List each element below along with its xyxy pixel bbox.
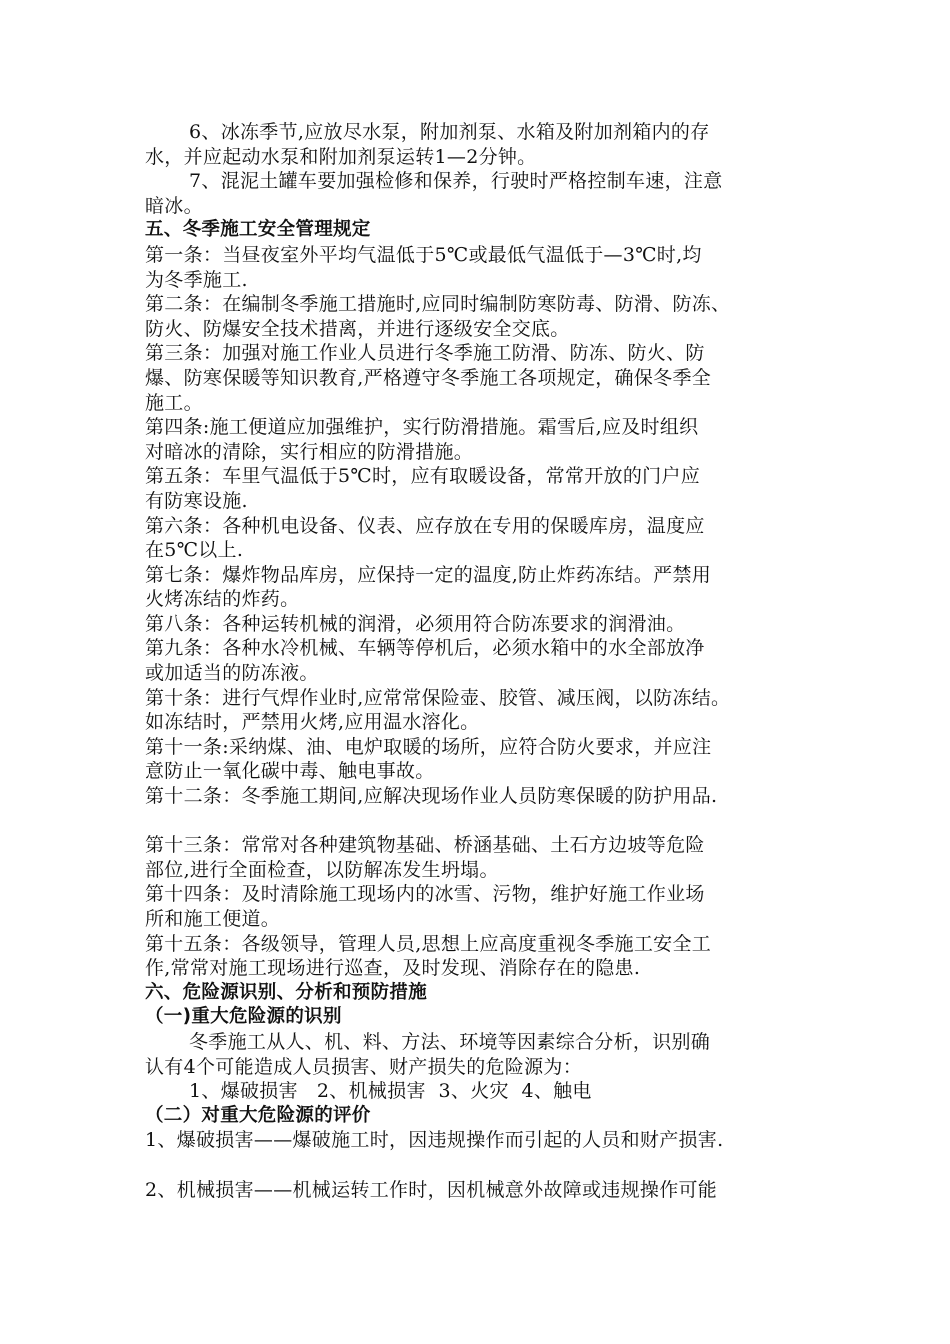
section-heading: 五、冬季施工安全管理规定 <box>145 219 371 241</box>
text-line: 如冻结时，严禁用火烤,应用温水溶化。 <box>145 711 480 734</box>
text-line: 为冬季施工. <box>145 268 248 291</box>
blank-line <box>145 1153 817 1178</box>
text-line: 对暗冰的清除，实行相应的防滑措施。 <box>145 440 474 463</box>
text-line: 第九条：各种水冷机械、车辆等停机后，必须水箱中的水全部放净 <box>145 637 705 660</box>
text-line: 暗冰。 <box>145 194 203 217</box>
text-line: 第七条：爆炸物品库房，应保持一定的温度,防止炸药冻结。严禁用 <box>145 563 712 586</box>
text-line: 第十一条:采纳煤、油、电炉取暖的场所，应符合防火要求，并应注 <box>145 735 712 758</box>
text-line: 第八条：各种运转机械的润滑，必须用符合防冻要求的润滑油。 <box>145 612 686 635</box>
text-line: 冬季施工从人、机、料、方法、环境等因素综合分析，识别确 <box>189 1030 711 1053</box>
text-line: 部位,进行全面检查，以防解冻发生坍塌。 <box>145 858 499 881</box>
text-line: 防火、防爆安全技术措离，并进行逐级安全交底。 <box>145 317 570 340</box>
subsection-heading: （二）对重大危险源的评价 <box>145 1104 371 1126</box>
text-line: 6、冰冻季节,应放尽水泵，附加剂泵、水箱及附加剂箱内的存 <box>189 121 710 143</box>
text-line: 第十三条：常常对各种建筑物基础、桥涵基础、土石方边坡等危险 <box>145 834 705 857</box>
text-line: 2、机械损害——机械运转工作时，因机械意外故障或违规操作可能 <box>145 1178 718 1201</box>
text-line: 第六条：各种机电设备、仪表、应存放在专用的保暖库房，温度应 <box>145 514 705 537</box>
text-line: 有防寒设施. <box>145 489 248 512</box>
text-line: 火烤冻结的炸药。 <box>145 588 300 611</box>
text-line: 第一条：当昼夜室外平均气温低于5℃或最低气温低于—3℃时,均 <box>145 243 702 266</box>
text-line: 第十条：进行气焊作业时,应常常保险壶、胶管、减压阀，以防冻结。 <box>145 686 731 709</box>
text-line: 1、爆破损害——爆破施工时，因违规操作而引起的人员和财产损害. <box>145 1129 724 1152</box>
text-line: 所和施工便道。 <box>145 908 281 930</box>
blank-line <box>145 809 817 834</box>
text-line: 作,常常对施工现场进行巡查，及时发现、消除存在的隐患. <box>145 957 641 980</box>
document-page <box>145 120 817 1202</box>
text-line: 7、混泥土罐车要加强检修和保养，行驶时严格控制车速，注意 <box>189 170 723 193</box>
text-line: 爆、防寒保暖等知识教育,严格遵守冬季施工各项规定，确保冬季全 <box>145 366 712 389</box>
text-line: 第四条:施工便道应加强维护，实行防滑措施。霜雪后,应及时组织 <box>145 416 699 439</box>
text-line: 第二条：在编制冬季施工措施时,应同时编制防寒防毒、防滑、防冻、 <box>145 293 731 316</box>
text-line: 1、爆破损害 2、机械损害 3、火灾 4、触电 <box>189 1080 592 1103</box>
text-line: 第十五条：各级领导，管理人员,思想上应高度重视冬季施工安全工 <box>145 932 712 955</box>
section-heading: 六、危险源识别、分析和预防措施 <box>145 981 428 1003</box>
subsection-heading: （一)重大危险源的识别 <box>145 1006 342 1028</box>
text-line: 第三条：加强对施工作业人员进行冬季施工防滑、防冻、防火、防 <box>145 342 705 365</box>
text-line: 第十四条：及时清除施工现场内的冰雪、污物，维护好施工作业场 <box>145 883 705 906</box>
text-line: 或加适当的防冻液。 <box>145 662 319 685</box>
text-line: 意防止一氧化碳中毒、触电事故。 <box>145 760 435 783</box>
text-line: 认有4个可能造成人员损害、财产损失的危险源为： <box>145 1055 582 1078</box>
text-line: 施工。 <box>145 391 203 414</box>
text-line: 水，并应起动水泵和附加剂泵运转1—2分钟。 <box>145 145 537 168</box>
text-line: 在5℃以上. <box>145 539 244 562</box>
text-line: 第五条：车里气温低于5℃时，应有取暖设备，常常开放的门户应 <box>145 465 701 488</box>
text-line: 第十二条：冬季施工期间,应解决现场作业人员防寒保暖的防护用品. <box>145 785 718 808</box>
